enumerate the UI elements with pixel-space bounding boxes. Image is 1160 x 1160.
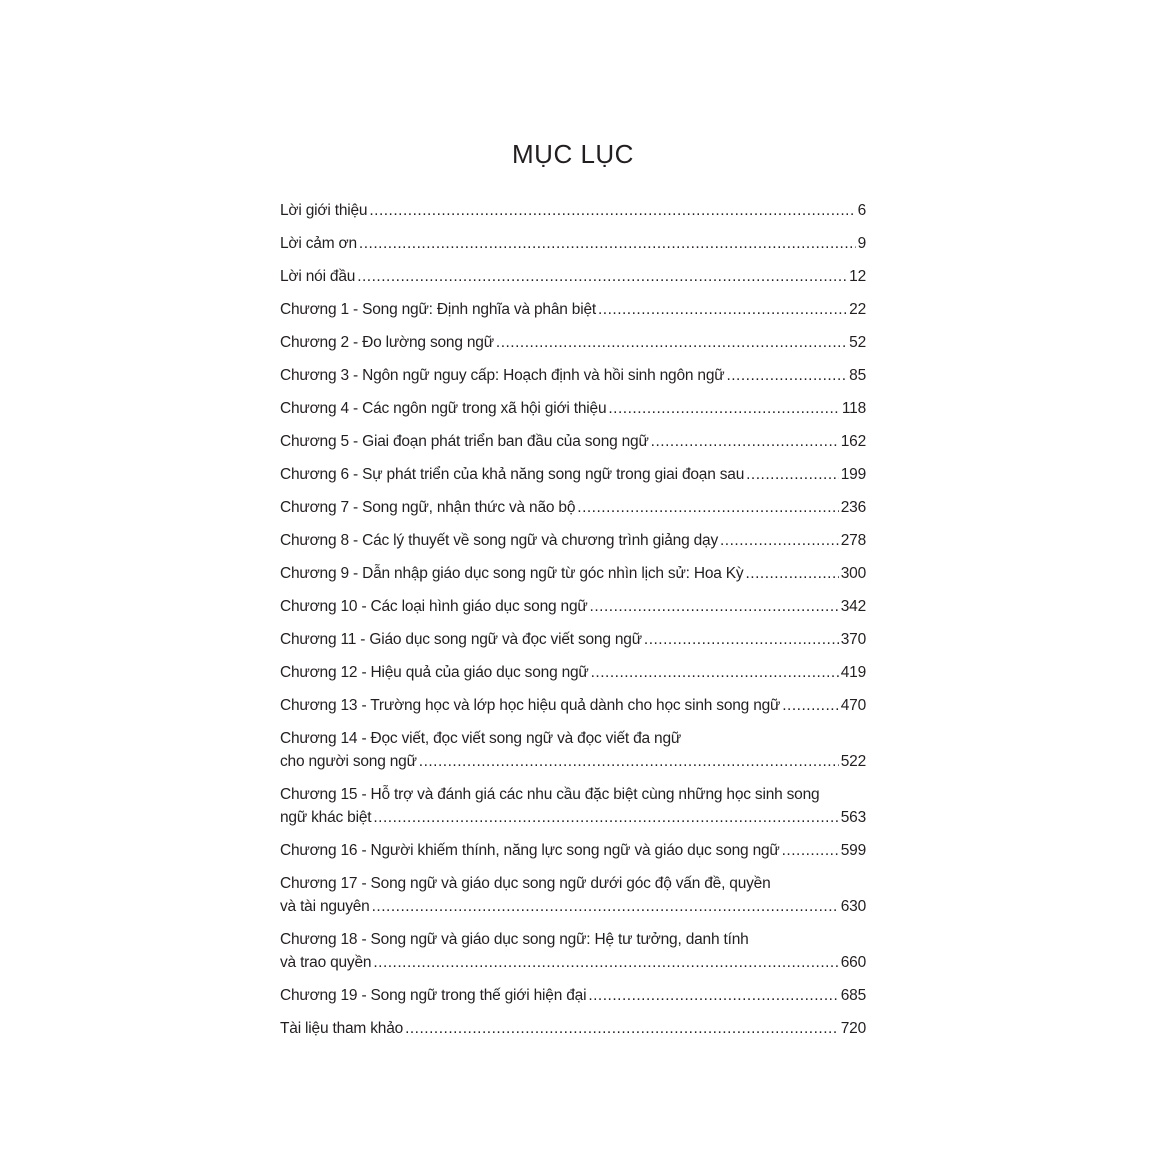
toc-entry-page-number: 12 [849,268,866,285]
dot-leader [359,232,856,255]
toc-entry-page-number: 162 [840,433,866,450]
toc-entry[interactable] [280,628,866,651]
toc-entry-page-number: 599 [840,842,866,859]
toc-entry-title: Chương 3 - Ngôn ngữ nguy cấp: Hoạch định và hồi sinh ngôn ngữ [280,367,725,384]
dot-leader [782,694,839,717]
dot-leader [651,430,839,453]
toc-entry-page-number: 300 [840,565,866,582]
toc-entry-title: Chương 13 - Trường học và lớp học hiệu quả dành cho học sinh song ngữ [280,697,781,714]
toc-entry-page-number: 563 [840,809,866,826]
toc-entry-page-number: 370 [840,631,866,648]
toc-entry[interactable] [280,199,866,222]
dot-leader [419,750,839,773]
toc-entry-page-number: 9 [857,235,866,252]
table-of-contents [280,199,866,1050]
dot-leader [577,496,838,519]
toc-entry-title: Chương 5 - Giai đoạn phát triển ban đầu của song ngữ [280,433,649,450]
dot-leader [608,397,840,420]
toc-entry[interactable] [280,298,866,321]
toc-entry[interactable] [280,430,866,453]
toc-entry-title-first-line: Chương 17 - Song ngữ và giáo dục song ngữ dưới góc độ vấn đề, quyền [280,875,771,892]
toc-entry[interactable] [280,496,866,519]
toc-entry-page-number: 470 [840,697,866,714]
page-title: MỤC LỤC [512,139,634,170]
toc-entry-title: Chương 7 - Song ngữ, nhận thức và não bộ [280,499,576,516]
toc-entry-page-number: 6 [857,202,866,219]
toc-entry-page-number: 118 [841,400,866,417]
toc-entry[interactable] [280,928,866,974]
toc-entry-title: và trao quyền [280,954,372,971]
toc-entry-page-number: 685 [840,987,866,1004]
dot-leader [644,628,839,651]
toc-entry[interactable] [280,232,866,255]
toc-entry-page-number: 278 [840,532,866,549]
toc-entry[interactable] [280,661,866,684]
toc-entry-page-number: 22 [849,301,866,318]
dot-leader [357,265,847,288]
toc-entry[interactable] [280,872,866,918]
toc-entry-page-number: 419 [840,664,866,681]
toc-entry-title: Chương 11 - Giáo dục song ngữ và đọc viết song ngữ [280,631,642,648]
toc-entry-title: Chương 4 - Các ngôn ngữ trong xã hội giới thiệu [280,400,607,417]
toc-entry-page-number: 660 [840,954,866,971]
dot-leader [720,529,839,552]
toc-entry-title: và tài nguyên [280,898,370,915]
toc-entry-title: Chương 16 - Người khiếm thính, năng lực song ngữ và giáo dục song ngữ [280,842,780,859]
toc-entry-page-number: 522 [840,753,866,770]
toc-entry-title-first-line: Chương 14 - Đọc viết, đọc viết song ngữ và đọc viết đa ngữ [280,730,682,747]
toc-entry-page-number: 52 [849,334,866,351]
toc-entry-title: Lời cảm ơn [280,235,357,252]
toc-entry-title: Chương 10 - Các loại hình giáo dục song ngữ [280,598,588,615]
toc-entry-title-first-line: Chương 18 - Song ngữ và giáo dục song ngữ: Hệ tư tưởng, danh tính [280,931,749,948]
toc-entry[interactable] [280,562,866,585]
toc-entry[interactable] [280,331,866,354]
toc-entry-page-number: 85 [849,367,866,384]
dot-leader [373,951,838,974]
toc-entry-title: Chương 12 - Hiệu quả của giáo dục song ngữ [280,664,589,681]
toc-entry[interactable] [280,984,866,1007]
toc-entry-page-number: 630 [840,898,866,915]
toc-entry-title: Lời nói đầu [280,268,356,285]
toc-entry-title: Chương 2 - Đo lường song ngữ [280,334,494,351]
dot-leader [588,984,838,1007]
toc-entry-page-number: 199 [840,466,866,483]
dot-leader [405,1017,839,1040]
toc-entry-title: ngữ khác biệt [280,809,372,826]
toc-entry[interactable] [280,364,866,387]
toc-entry[interactable] [280,463,866,486]
dot-leader [373,806,838,829]
dot-leader [745,562,838,585]
toc-entry-page-number: 236 [840,499,866,516]
toc-entry[interactable] [280,727,866,773]
dot-leader [372,895,839,918]
toc-entry-title: Chương 9 - Dẫn nhập giáo dục song ngữ từ góc nhìn lịch sử: Hoa Kỳ [280,565,744,582]
dot-leader [369,199,855,222]
toc-entry-title: Chương 19 - Song ngữ trong thế giới hiện đại [280,987,587,1004]
toc-entry-title: Chương 1 - Song ngữ: Định nghĩa và phân biệt [280,301,596,318]
toc-entry[interactable] [280,694,866,717]
toc-entry-title: cho người song ngữ [280,753,417,770]
toc-entry-title: Tài liệu tham khảo [280,1020,404,1037]
toc-entry-title: Lời giới thiệu [280,202,368,219]
dot-leader [590,595,839,618]
toc-entry[interactable] [280,1017,866,1040]
dot-leader [726,364,847,387]
dot-leader [782,839,839,862]
toc-entry[interactable] [280,595,866,618]
toc-entry[interactable] [280,783,866,829]
toc-entry-page-number: 720 [840,1020,866,1037]
toc-entry-page-number: 342 [840,598,866,615]
toc-entry-title: Chương 6 - Sự phát triển của khả năng song ngữ trong giai đoạn sau [280,466,745,483]
dot-leader [598,298,847,321]
toc-entry[interactable] [280,397,866,420]
toc-entry-title: Chương 8 - Các lý thuyết về song ngữ và chương trình giảng dạy [280,532,718,549]
dot-leader [746,463,839,486]
dot-leader [496,331,847,354]
toc-entry[interactable] [280,529,866,552]
toc-entry[interactable] [280,265,866,288]
dot-leader [591,661,839,684]
toc-entry[interactable] [280,839,866,862]
toc-entry-title-first-line: Chương 15 - Hỗ trợ và đánh giá các nhu cầu đặc biệt cùng những học sinh song [280,786,820,803]
